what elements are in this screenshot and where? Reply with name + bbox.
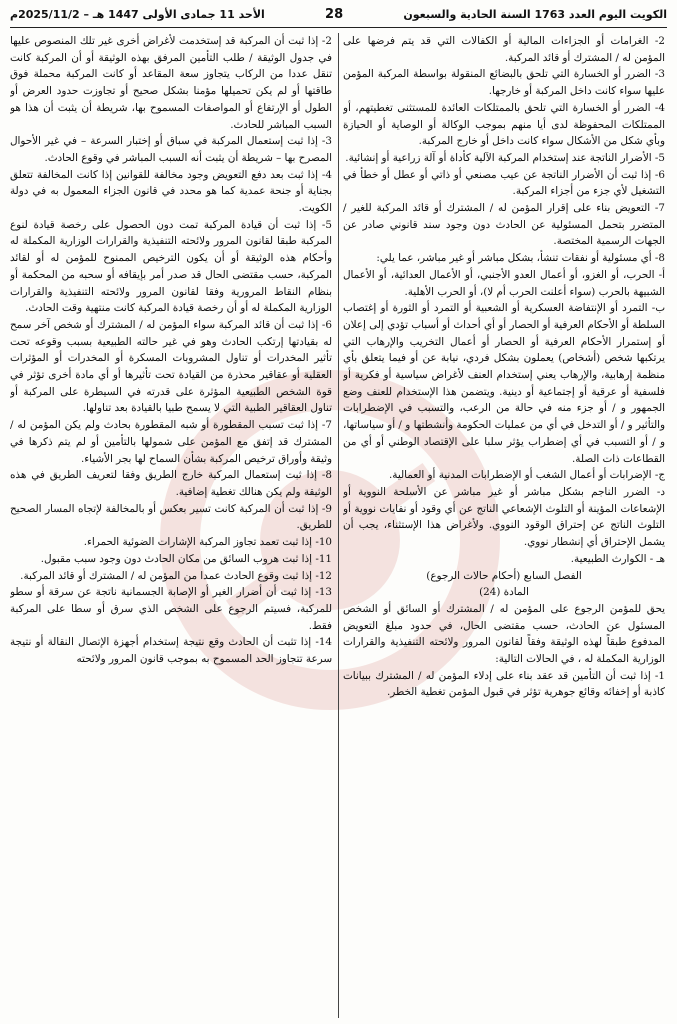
paragraph: 11- إذا ثبت هروب السائق من مكان الحادث دون وجود سبب مقبول. bbox=[40, 552, 332, 565]
paragraph: 9- إذا ثبت أن المركبة كانت تسير بعكس أو بالمخالفة لإتجاه المسار الصحيح للطريق. bbox=[10, 502, 332, 532]
paragraph: 7- التعويض بناء على إقرار المؤمن له / المشترك أو قائد المركبة للغير /المتضرر بتحمل المسئولية عن الحادث دون وجود سند قانوني صادر عن الجهات الرسمية المختصة. bbox=[343, 202, 665, 248]
left-column bbox=[10, 33, 332, 1018]
paragraph: د- الضرر الناجم بشكل مباشر أو غير مباشر عن الأسلحة النووية أو الإشعاعات المؤينة أو التلوث الإشعاعي الناتج عن أي وقود أو نفايات نووية أو التلوث الناتج عن إحتراق الوقود النووي. ولأغراض هذا الإستثناء، يجب أن يشمل الإحتراق أي إنشطار نووي. bbox=[343, 485, 665, 549]
paragraph: 3- الضرر أو الخسارة التي تلحق بالبضائع المنقولة بواسطة المركبة المؤمن عليها سواء كانت داخل المركبة أو خارجها. bbox=[343, 68, 665, 98]
paragraph: 8- إذا ثبت إستعمال المركبة خارج الطريق وفقا لتعريف الطريق في هذه الوثيقة ولم يكن هنالك تغطية إضافية. bbox=[10, 469, 332, 498]
left-column-items bbox=[10, 33, 332, 668]
paragraph: ب- التمرد أو الإنتفاضة العسكرية أو الشعبية أو التمرد أو الثورة أو إغتصاب السلطة أو الأحكام العرفية أو الحصار أو أي أحداث أو أسباب تؤدي إلى إعلان أو إستمرار الأحكام العرفية أو الحصار أو أعمال التخريب والإرهاب التي يرتكبها شخص (أشخاص) يعملون بشكل فردي، نيابة عن أو فيما يتعلق بأي منظمة إرهابية، والإرهاب يعني إستخدام العنف لأغراض سياسية أو فكرية أو فلسفية أو عرقية أو إجتماعية أو دينية. ويتضمن هذا الإستخدام للعنف وضع الجمهور و / أو جزء منه في حالة من الرعب، والتسبب في الإضطرابات والتأثير و / أو التدخل في أي من عمليات الحكومة وأنشطتها و / أو سياساتها، و / أو التسبب في أي إضطراب يؤثر سلبا على الإقتصاد الوطني أو أي من القطاعات ذات الصلة. bbox=[343, 302, 665, 465]
page-header bbox=[10, 4, 667, 24]
paragraph: 2- الغرامات أو الجزاءات المالية أو الكفالات التي قد يتم فرضها على المؤمن له / المشترك أو قائد المركبة. bbox=[343, 35, 665, 64]
paragraph: ج- الإضرابات أو أعمال الشغب أو الإضطرابات المدنية أو العمالية. bbox=[389, 469, 665, 482]
paragraph: 12- إذا ثبت وقوع الحادث عمدا من المؤمن له / المشترك أو قائد المركبة. bbox=[20, 569, 332, 582]
paragraph: 2- إذا ثبت أن المركبة قد إستخدمت لأغراض أخرى غير تلك المنصوص عليها في جدول الوثيقة / طلب التأمين المرفق بهذه الوثيقة أو أن المركبة كانت تنقل عددا من الركاب يتجاوز سعة المقاعد أو كانت المركبة محملة فوق طاقتها أو لم يكن تحميلها مؤمنا بشكل صحيح أو تجاوزت حدود العرض أو الطول أو الإرتفاع أو المواصفات المسموح بها، شريطة أن يثبت أن هذا هو السبب المباشر للحادث. bbox=[10, 35, 332, 131]
paragraph: 1- إذا ثبت أن التأمين قد عقد بناء على إدلاء المؤمن له / المشترك ببيانات كاذبة أو إخفائه وقائع جوهرية تؤثر في قبول المؤمن تغطية الخطر. bbox=[343, 669, 665, 699]
paragraph: 8- أي مسئولية أو نفقات تنشأ، بشكل مباشر أو غير مباشر، عما يلي: bbox=[376, 252, 665, 265]
paragraph: هـ - الكوارث الطبيعية. bbox=[570, 552, 665, 565]
paragraph: 5- إذا ثبت أن قيادة المركبة تمت دون الحصول على رخصة قيادة لنوع المركبة طبقا لقانون المرور ولائحته التنفيذية والقرارات الوزارية المكملة له وأحكام هذه الوثيقة أو أن يكون الترخيص الممنوح للمؤمن له أو لقائد المركبة، حسب مقتضى الحال قد صدر أمر بإيقافه أو سحبه من المحكمة أو بنظام النقاط المرورية وفقا لقانون المرور ولائحته التنفيذية والقرارات الوزارية المكملة له أو أن رخصة قيادة المركبة كانت منتهية وقت الحادث. bbox=[10, 218, 332, 315]
column-divider bbox=[338, 33, 339, 1018]
paragraph: 6- إذا ثبت أن الأضرار الناتجة عن عيب مصنعي أو ذاتي أو عطل أو خطأ في التشغيل لأي جزء من أجزاء المركبة. bbox=[343, 168, 665, 198]
paragraph: 4- الضرر أو الخسارة التي تلحق بالممتلكات العائدة للمستثنى تغطيتهم، أو الممتلكات المحفوظة لدى أيا منهم بموجب الوكالة أو الوصاية أو الحيازة وبأي شكل من الأشكال سواء كانت داخل أو خارج المركبة. bbox=[343, 101, 665, 148]
article-paragraphs bbox=[343, 601, 665, 701]
paragraph: 7- إذا ثبت تسبب المقطورة أو شبه المقطورة بحادث ولم يكن المؤمن له / المشترك قد إتفق مع المؤمن على شمولها بالتأمين أو لم يتم ذكرها في وثيقة وأوراق ترخيص المركبة بشأن السماح لها بجر الأشياء. bbox=[10, 419, 332, 465]
article-title: المادة (24) bbox=[479, 586, 529, 599]
paragraph: 3- إذا ثبت إستعمال المركبة في سباق أو إختبار السرعة – في غير الأحوال المصرح بها – شريطة أن يثبت أنه السبب المباشر في وقوع الحادث. bbox=[10, 135, 332, 164]
page-number: 28 bbox=[325, 6, 344, 22]
header-issue-info: الكويت اليوم العدد 1763 السنة الحادية والسبعون bbox=[403, 7, 667, 21]
paragraph: 14- إذا تثبت أن الحادث وقع نتيجة إستخدام أجهزة الإتصال النقالة أو نتيجة سرعة تتجاوز الحد المسموح به بموجب قانون المرور ولائحته bbox=[10, 636, 332, 666]
paragraph: 13- إذا ثبت أن أضرار الغير أو الإصابة الجسمانية ناتجة عن سرقة أو سطو للمركبة، فسيتم الرجوع على الشخص الذي سرق أو سطا على المركبة فقط. bbox=[10, 586, 332, 632]
paragraph: يحق للمؤمن الرجوع على المؤمن له / المشترك أو السائق أو الشخص المسئول عن الحادث، حسب مقتضى الحال، في حدود مبلغ التعويض المدفوع طبقاً لهذه الوثيقة وفقاً لقانون المرور ولائحته التنفيذية والقرارات الوزارية المكملة له ، في الحالات التالية: bbox=[343, 602, 665, 666]
right-column bbox=[343, 33, 665, 1018]
paragraph: 6- إذا ثبت أن قائد المركبة سواء المؤمن له / المشترك أو شخص آخر سمح له بقيادتها إرتكب الحادث وهو في غير حالته الطبيعية بسبب وقوعه تحت تأثير المخدرات أو تناول المشروبات المسكرة أو المخدرات أو المؤثرات العقلية أو عقاقير محذرة من القيادة تحت تأثيرها أو أي مادة أخرى تؤثر في قوة الشخص الطبيعية المؤثرة على قدرته في السيطرة على المركبة أو تناول العقاقير الطبية التي لا يسمح طبيا بالقيادة بعد تناولها. bbox=[10, 318, 332, 415]
chapter-title: الفصل السابع (أحكام حالات الرجوع) bbox=[426, 569, 582, 582]
paragraph: أ- الحرب، أو الغزو، أو أعمال العدو الأجنبي، أو الأعمال العدائية، أو الأعمال الشبيهة بالحرب (سواء أعلنت الحرب أم لا)، أو الحرب الأهلية. bbox=[343, 268, 665, 298]
header-date: الأحد 11 جمادى الأولى 1447 هـ – 2025/11/2م bbox=[10, 7, 265, 21]
paragraph: 4- إذا ثبت بعد دفع التعويض وجود مخالفة للقوانين إذا كانت المخالفة تتعلق بجناية أو جنحة عمدية كما هو محدد في قانون الجزاء المعمول به في دولة الكويت. bbox=[10, 168, 332, 215]
header-rule bbox=[10, 27, 667, 28]
paragraph: 10- إذا ثبت تعمد تجاوز المركبة الإشارات الضوئية الحمراء. bbox=[83, 536, 332, 549]
right-column-items bbox=[343, 33, 665, 568]
paragraph: 5- الأضرار الناتجة عند إستخدام المركبة الآلية كأداة أو آلة زراعية أو إنشائية. bbox=[345, 151, 665, 164]
